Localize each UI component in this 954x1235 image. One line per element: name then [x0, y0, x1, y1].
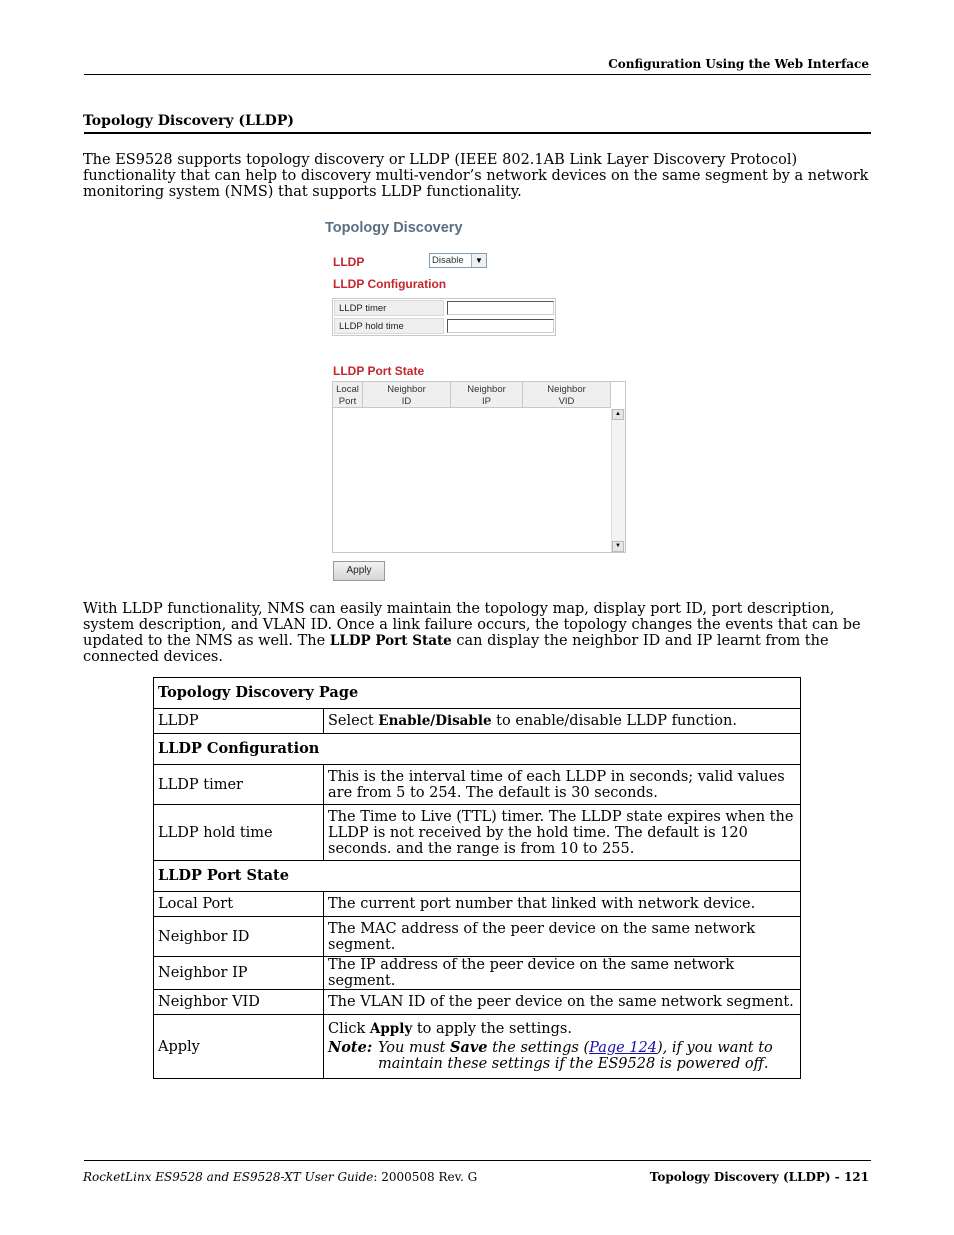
note-block: Note: You must Save the settings (Page 124), if you want to maintain these settings if the ES9528 is powered off.	[328, 1039, 773, 1072]
scroll-up-icon[interactable]: ▲	[612, 409, 624, 420]
table-row: Neighbor ID The MAC address of the peer device on the same network segment.	[154, 917, 801, 957]
lldp-select[interactable]	[429, 253, 487, 268]
intro-paragraph: The ES9528 supports topology discovery or LLDP (IEEE 802.1AB Link Layer Discovery Protocol) functionality that can help to discovery multi-vendor’s network devices on the same segment by a network monitoring system (NMS) that supports LLDP functionality.	[83, 152, 869, 200]
lldp-timer-input[interactable]	[447, 301, 554, 315]
lldp-hold-input[interactable]	[447, 319, 554, 333]
table-row: LLDP hold time The Time to Live (TTL) timer. The LLDP state expires when the LLDP is not received by the hold time. The default is 120 seconds. and the range is from 10 to 255.	[154, 805, 801, 861]
lldp-timer-label: LLDP timer	[334, 300, 444, 316]
running-header: Configuration Using the Web Interface	[608, 57, 869, 71]
apply-button[interactable]: Apply	[333, 561, 385, 581]
lldp-select-value: Disable	[432, 255, 464, 266]
section-title: Topology Discovery (LLDP)	[83, 113, 294, 129]
footer-rule	[84, 1160, 871, 1161]
lldp-hold-label: LLDP hold time	[334, 318, 444, 334]
col-neighbor-ip: Neighbor IP	[451, 382, 523, 408]
page-124-link[interactable]: Page 124	[589, 1040, 658, 1056]
table-section-header: Topology Discovery Page	[154, 678, 801, 709]
lldp-port-state-table	[332, 381, 626, 553]
table-row: LLDP timer This is the interval time of each LLDP in seconds; valid values are from 5 to 254. The default is 30 seconds.	[154, 765, 801, 805]
lldp-hold-row	[334, 318, 554, 335]
lldp-port-state-term: LLDP Port State	[329, 633, 452, 649]
lldp-port-state-heading: LLDP Port State	[333, 364, 425, 378]
table-row: LLDP Select Enable/Disable to enable/disable LLDP function.	[154, 709, 801, 734]
chevron-down-icon[interactable]: ▼	[471, 254, 486, 267]
table-section-header: LLDP Configuration	[154, 734, 801, 765]
lldp-label: LLDP	[333, 255, 365, 269]
table-row: Local Port The current port number that linked with network device.	[154, 892, 801, 917]
scroll-down-icon[interactable]: ▼	[612, 541, 624, 552]
table-row: Apply Click Apply to apply the settings. Note: You must Save the settings (Page 124), if you want to maintain these settings if the ES9528 is powered off.	[154, 1015, 801, 1079]
header-rule	[84, 74, 871, 75]
topology-discovery-table	[153, 677, 801, 1079]
col-neighbor-vid: Neighbor VID	[523, 382, 611, 408]
table-row: Neighbor VID The VLAN ID of the peer device on the same network segment.	[154, 990, 801, 1015]
table-row: Neighbor IP The IP address of the peer device on the same network segment.	[154, 957, 801, 990]
footer-page-label: Topology Discovery (LLDP) - 121	[649, 1170, 869, 1184]
col-neighbor-id: Neighbor ID	[363, 382, 451, 408]
lldp-config-table	[332, 298, 556, 336]
footer-guide-title: RocketLinx ES9528 and ES9528-XT User Guide: 2000508 Rev. G	[83, 1170, 478, 1184]
section-rule	[84, 132, 871, 134]
ui-page-title: Topology Discovery	[325, 220, 463, 236]
port-table-scrollbar[interactable]	[611, 409, 625, 552]
table-section-header: LLDP Port State	[154, 861, 801, 892]
lldp-config-heading: LLDP Configuration	[333, 277, 447, 291]
col-local-port: Local Port	[333, 382, 363, 408]
lldp-description-paragraph: With LLDP functionality, NMS can easily maintain the topology map, display port ID, port description, system description, and VLAN ID. Once a link failure occurs, the topology changes the events that can be updated to the NMS as well. The LLDP Port State can display the neighbor ID and IP learnt from the connected devices.	[83, 601, 861, 665]
lldp-timer-row	[334, 300, 554, 317]
